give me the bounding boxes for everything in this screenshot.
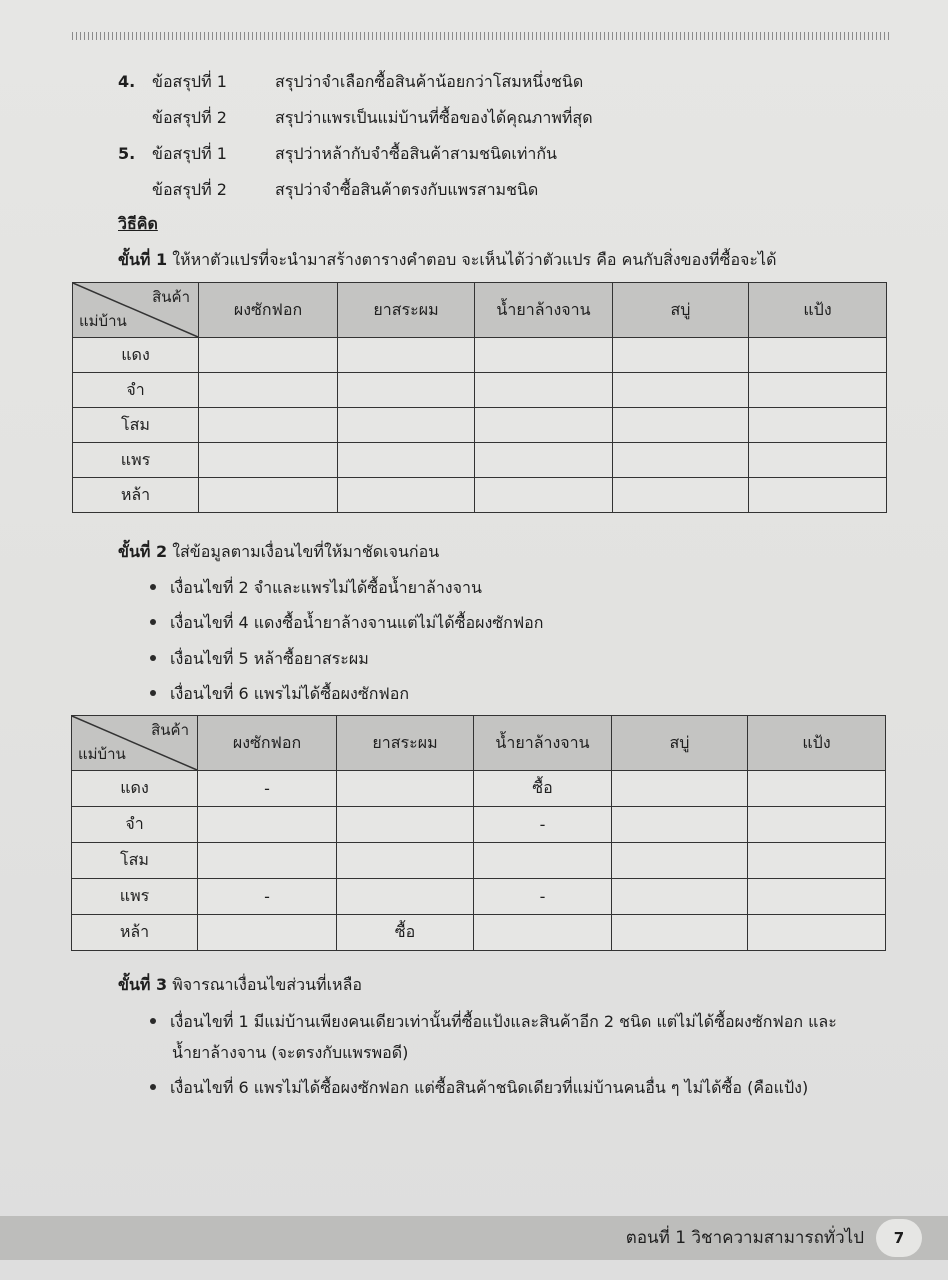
table-cell — [338, 443, 475, 478]
conclusion-5-1 — [0, 142, 948, 166]
column-header: น้ำยาล้างจาน — [474, 716, 612, 771]
condition-bullet — [150, 576, 482, 600]
conclusion-text: สรุปว่าหล้ากับจำซื้อสินค้าสามชนิดเท่ากัน — [275, 144, 557, 163]
table-cell: ซื้อ — [474, 771, 612, 807]
table-cell — [198, 915, 337, 951]
bullet-dot — [150, 619, 156, 625]
table-row — [72, 771, 886, 807]
row-header: แพร — [72, 879, 198, 915]
bullet-text: เงื่อนไขที่ 1 มีแม่บ้านเพียงคนเดียวเท่านั้นที่ซื้อแป้งและสินค้าอีก 2 ชนิด แต่ไม่ได้ซื้อผงซักฟอก และ — [170, 1012, 837, 1031]
table-row — [72, 843, 886, 879]
table-cell — [612, 807, 748, 843]
table-cell — [199, 478, 338, 513]
conclusion-label: ข้อสรุปที่ 1 — [152, 144, 227, 163]
table-cell — [613, 338, 749, 373]
step-text: ใส่ข้อมูลตามเงื่อนไขที่ให้มาชัดเจนก่อน — [167, 542, 440, 561]
corner-header — [72, 716, 198, 771]
column-header: ผงซักฟอก — [198, 716, 337, 771]
conclusion-label: ข้อสรุปที่ 1 — [152, 72, 227, 91]
row-header: หล้า — [73, 478, 199, 513]
bullet-dot — [150, 584, 156, 590]
table-cell — [198, 807, 337, 843]
table-row — [73, 478, 887, 513]
answer-table-filled — [71, 715, 886, 951]
table-cell — [612, 771, 748, 807]
table-row — [73, 373, 887, 408]
answer-table-empty — [72, 282, 887, 513]
condition-bullet — [150, 682, 409, 706]
column-header: สบู่ — [612, 716, 748, 771]
conclusion-4-2 — [0, 106, 948, 130]
column-header: สบู่ — [613, 283, 749, 338]
step-label: ขั้นที่ 2 — [118, 542, 168, 561]
corner-top-label: สินค้า — [151, 721, 189, 739]
table-cell — [338, 408, 475, 443]
conclusion-4-1 — [0, 70, 948, 94]
corner-header — [73, 283, 199, 338]
table-row — [73, 408, 887, 443]
bullet-text: เงื่อนไขที่ 6 แพรไม่ได้ซื้อผงซักฟอก — [170, 684, 410, 703]
table-row — [72, 915, 886, 951]
table-row — [73, 443, 887, 478]
table-cell — [337, 843, 474, 879]
item-number: 4. — [118, 72, 136, 91]
condition-bullet — [150, 1076, 808, 1100]
step-text: พิจารณาเงื่อนไขส่วนที่เหลือ — [167, 975, 363, 994]
column-header: ผงซักฟอก — [199, 283, 338, 338]
table-cell — [748, 771, 886, 807]
row-header: แดง — [73, 338, 199, 373]
table-cell — [338, 373, 475, 408]
table-cell — [199, 373, 338, 408]
conclusion-text: สรุปว่าจำซื้อสินค้าตรงกับแพรสามชนิด — [275, 180, 539, 199]
table-cell — [748, 807, 886, 843]
bullet-dot — [150, 1084, 156, 1090]
condition-bullet — [150, 647, 369, 671]
table-cell — [337, 771, 474, 807]
step-label: ขั้นที่ 1 — [118, 250, 168, 269]
table-row — [72, 807, 886, 843]
corner-top-label: สินค้า — [152, 288, 190, 306]
bullet-text: เงื่อนไขที่ 6 แพรไม่ได้ซื้อผงซักฟอก แต่ซื้อสินค้าชนิดเดียวที่แม่บ้านคนอื่น ๆ ไม่ได้ซื้อ (คือแป้ง) — [170, 1078, 809, 1097]
table-cell — [475, 478, 613, 513]
row-header: จำ — [72, 807, 198, 843]
conclusion-label: ข้อสรุปที่ 2 — [152, 108, 227, 127]
table-cell — [198, 843, 337, 879]
table-cell — [613, 443, 749, 478]
row-header: โสม — [73, 408, 199, 443]
bullet-dot — [150, 1018, 156, 1024]
table-cell — [475, 373, 613, 408]
footer-chapter-title: ตอนที่ 1 วิชาความสามารถทั่วไป — [625, 1228, 864, 1248]
step-3 — [118, 973, 362, 997]
page-number: 7 — [876, 1219, 922, 1257]
table-cell — [749, 338, 887, 373]
table-cell — [475, 408, 613, 443]
table-cell — [749, 373, 887, 408]
table-cell — [474, 915, 612, 951]
bullet-text: เงื่อนไขที่ 2 จำและแพรไม่ได้ซื้อน้ำยาล้างจาน — [170, 578, 482, 597]
table-cell — [199, 443, 338, 478]
method-title: วิธีคิด — [118, 214, 158, 233]
table-cell: - — [474, 879, 612, 915]
step-2 — [118, 540, 439, 564]
bullet-text: เงื่อนไขที่ 4 แดงซื้อน้ำยาล้างจานแต่ไม่ได้ซื้อผงซักฟอก — [170, 613, 544, 632]
row-header: แดง — [72, 771, 198, 807]
bullet-text: เงื่อนไขที่ 5 หล้าซื้อยาสระผม — [170, 649, 369, 668]
table-cell — [337, 879, 474, 915]
table-cell — [613, 408, 749, 443]
table-cell — [612, 879, 748, 915]
step-1 — [118, 248, 776, 272]
table-cell: - — [198, 771, 337, 807]
table-cell — [338, 478, 475, 513]
row-header: หล้า — [72, 915, 198, 951]
column-header: ยาสระผม — [337, 716, 474, 771]
row-header: โสม — [72, 843, 198, 879]
table-row — [72, 879, 886, 915]
table-cell — [613, 478, 749, 513]
condition-bullet — [150, 1010, 837, 1034]
table-cell — [749, 478, 887, 513]
table-cell — [338, 338, 475, 373]
step-text: ให้หาตัวแปรที่จะนำมาสร้างตารางคำตอบ จะเห็นได้ว่าตัวแปร คือ คนกับสิ่งของที่ซื้อจะได้ — [167, 250, 777, 269]
table-cell — [748, 879, 886, 915]
corner-bottom-label: แม่บ้าน — [78, 745, 126, 763]
conclusion-5-2 — [0, 178, 948, 202]
table-cell — [612, 843, 748, 879]
condition-bullet — [150, 611, 543, 635]
table-cell — [748, 843, 886, 879]
table-cell — [474, 843, 612, 879]
table-cell: - — [198, 879, 337, 915]
table-cell — [749, 443, 887, 478]
table-cell — [613, 373, 749, 408]
table-cell: - — [474, 807, 612, 843]
column-header: น้ำยาล้างจาน — [475, 283, 613, 338]
conclusion-text: สรุปว่าจำเลือกซื้อสินค้าน้อยกว่าโสมหนึ่งชนิด — [275, 72, 584, 91]
table-row — [73, 338, 887, 373]
table-cell — [612, 915, 748, 951]
table-cell — [337, 807, 474, 843]
row-header: แพร — [73, 443, 199, 478]
row-header: จำ — [73, 373, 199, 408]
conclusion-label: ข้อสรุปที่ 2 — [152, 180, 227, 199]
conclusion-text: สรุปว่าแพรเป็นแม่บ้านที่ซื้อของได้คุณภาพที่สุด — [275, 108, 593, 127]
table-cell — [748, 915, 886, 951]
corner-bottom-label: แม่บ้าน — [79, 312, 127, 330]
step-label: ขั้นที่ 3 — [118, 975, 168, 994]
table-cell — [199, 408, 338, 443]
table-cell — [199, 338, 338, 373]
bullet-dot — [150, 690, 156, 696]
column-header: ยาสระผม — [338, 283, 475, 338]
table-cell — [749, 408, 887, 443]
bullet-dot — [150, 655, 156, 661]
column-header: แป้ง — [749, 283, 887, 338]
table-cell — [475, 338, 613, 373]
top-dotted-rule — [72, 32, 890, 40]
column-header: แป้ง — [748, 716, 886, 771]
table-cell: ซื้อ — [337, 915, 474, 951]
bullet-continuation: น้ำยาล้างจาน (จะตรงกับแพรพอดี) — [172, 1043, 409, 1062]
table-cell — [475, 443, 613, 478]
item-number: 5. — [118, 144, 136, 163]
